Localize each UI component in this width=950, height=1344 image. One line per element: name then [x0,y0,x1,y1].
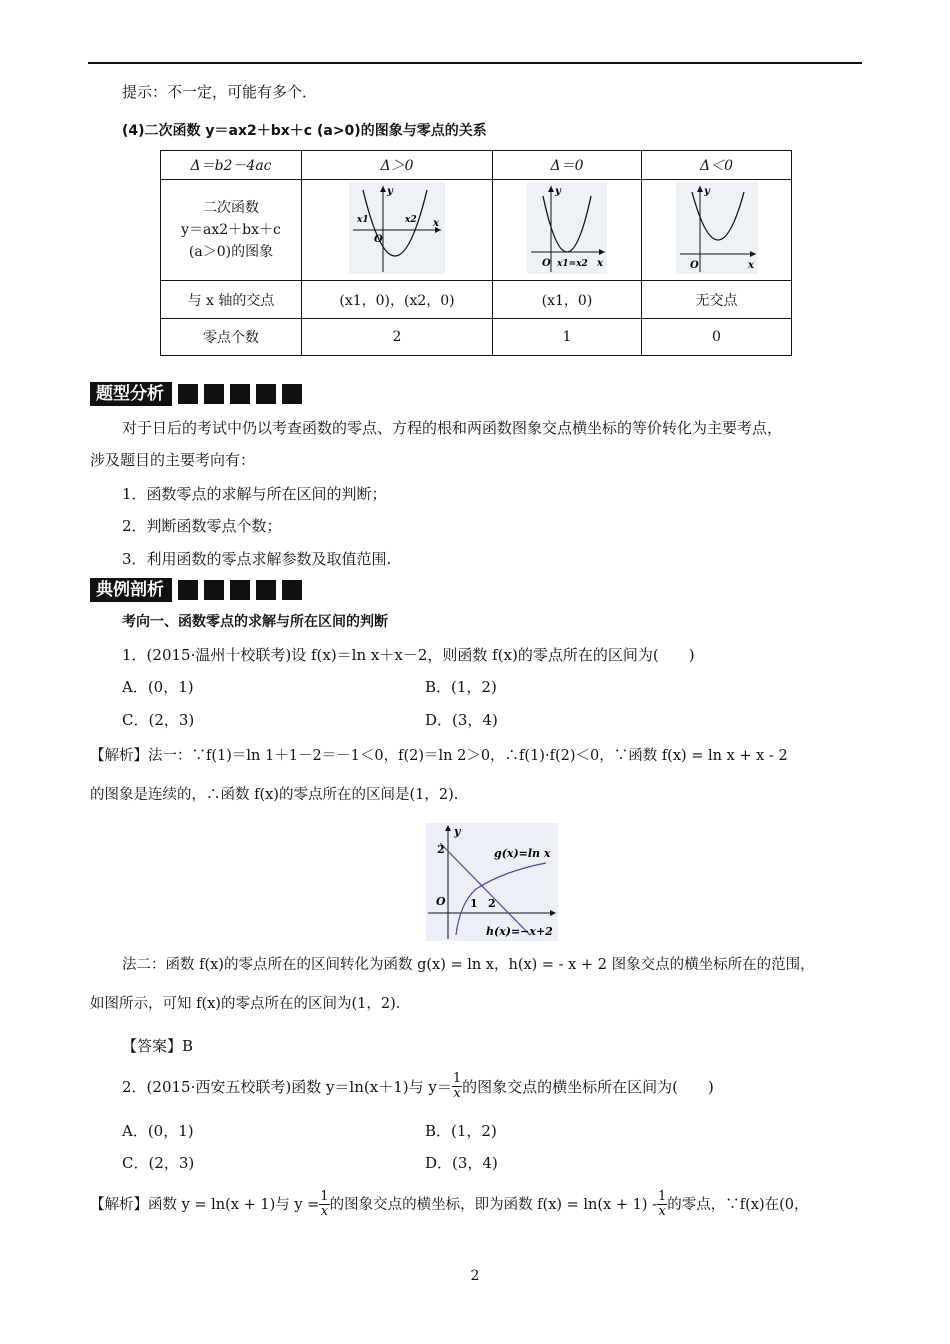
section4-title: (4)二次函数 y＝ax2＋bx＋c (a>0)的图象与零点的关系 [122,123,487,139]
q2-option-c: C．(2，3) [122,1154,195,1172]
q2-analysis-frac2 [657,1190,667,1219]
q1-method2-line1: 法二：函数 f(x)的零点所在的区间转化为函数 g(x) = ln x，h(x) = - x + 2 图象交点的横坐标所在的范围， [122,957,815,973]
graph-cell-two-roots [302,180,493,281]
graph3-y-label: y [703,186,710,197]
q2-fraction [452,1072,462,1101]
graph-label-line2: y＝ax2＋bx＋c [181,222,281,238]
q1-option-b: B．(1，2) [425,678,497,696]
header-negative: Δ＜0 [642,151,792,180]
graph-row-label [161,180,302,281]
q2-analysis [90,1190,809,1219]
q2-analysis-pre: 【解析】函数 y = ln(x + 1)与 y = [90,1196,320,1213]
q2-option-a: A．(0，1) [122,1122,194,1140]
intersect-label: 与 x 轴的交点 [161,281,302,319]
q1-graph-g-label: g(x)=ln x [494,847,551,860]
q1-option-a: A．(0，1) [122,678,194,696]
q2-analysis-frac1 [319,1190,329,1219]
graph-label-line1: 二次函数 [203,200,259,216]
q1-graph-origin: O [436,895,446,908]
q1-graph-h-label: h(x)=−x+2 [486,925,553,938]
graph3-origin: O [689,260,699,271]
graph-cell-one-root [493,180,642,281]
q2-option-b: B．(1，2) [425,1122,497,1140]
graph1-x-label: x [433,218,439,229]
graph2-origin: O [542,258,551,269]
q2-stem-pre: 2．(2015·西安五校联考)函数 y＝ln(x＋1)与 y＝ [122,1077,452,1096]
banner-question-analysis [90,382,302,406]
count-two: 2 [302,319,493,356]
point-3: 3．利用函数的零点求解参数及取值范围. [122,550,392,568]
q2-analysis-frac1-den: x [320,1204,329,1219]
q1-graph-x2: 2 [488,897,496,910]
q1-graph-x1: 1 [470,897,478,910]
analysis-text-line1: 对于日后的考试中仍以考查函数的零点、方程的根和两函数图象交点横坐标的等价转化为主要考点， [122,419,783,437]
q2-analysis-post: 的零点，∵f(x)在(0， [667,1196,809,1213]
banner2-label: 典例剖析 [90,578,172,602]
q1-answer: 【答案】B [122,1037,194,1055]
banner-example-analysis [90,578,302,602]
count-one: 1 [493,319,642,356]
q1-graph-y: y [454,825,461,838]
q1-function-graph [426,823,558,941]
q1-analysis-line2: 的图象是连续的，∴函数 f(x)的零点所在的区间是(1，2). [90,787,459,803]
direction1-title: 考向一、函数零点的求解与所在区间的判断 [122,614,388,630]
point-2: 2．判断函数零点个数； [122,517,282,535]
q1-option-c: C．(2，3) [122,711,195,729]
q2-frac-num: 1 [452,1071,462,1086]
q1-option-d: D．(3，4) [425,711,498,729]
count-label: 零点个数 [161,319,302,356]
parabola-one-root-graph [527,182,607,274]
hint-text: 提示：不一定，可能有多个． [122,83,318,101]
graph-label-line3: (a＞0)的图象 [188,244,274,260]
graph1-origin: O [374,234,383,245]
count-zero: 0 [642,319,792,356]
q2-frac-den: x [453,1086,461,1101]
banner1-label: 题型分析 [90,382,172,406]
intersect-none: 无交点 [642,281,792,319]
graph1-x2: x2 [405,215,417,225]
analysis-text-line2: 涉及题目的主要考向有： [90,451,256,469]
intersect-two: (x1，0)，(x2，0) [302,281,493,319]
header-positive: Δ＞0 [302,151,493,180]
graph2-x1eqx2: x1=x2 [557,259,588,269]
q2-analysis-mid: 的图象交点的横坐标，即为函数 f(x) = ln(x + 1) - [329,1196,657,1213]
graph-cell-no-root [642,180,792,281]
top-rule [88,62,862,64]
q2-stem [122,1072,714,1101]
quadratic-table [160,150,792,356]
q1-method2-line2: 如图所示，可知 f(x)的零点所在的区间为(1，2). [90,996,401,1012]
q2-analysis-frac2-den: x [658,1204,666,1219]
q1-stem: 1．(2015·温州十校联考)设 f(x)＝ln x＋x－2，则函数 f(x)的零点所在的区间为( ) [122,646,695,664]
header-zero: Δ＝0 [493,151,642,180]
page-number: 2 [470,1268,480,1284]
graph1-x1: x1 [357,215,369,225]
q2-stem-post: 的图象交点的横坐标所在区间为( ) [462,1077,714,1096]
graph2-x-label: x [597,258,603,269]
q2-option-d: D．(3，4) [425,1154,498,1172]
graph2-y-label: y [555,186,561,197]
q1-analysis-line1: 【解析】法一：∵f(1)＝ln 1＋1－2＝－1＜0，f(2)＝ln 2＞0，∴f(1)·f(2)＜0，∵函数 f(x) = ln x + x - 2 [90,748,788,764]
intersect-one: (x1，0) [493,281,642,319]
header-discriminant: Δ＝b2－4ac [161,151,302,180]
graph1-y-label: y [387,186,393,197]
graph3-x-label: x [747,260,754,271]
parabola-no-root-graph [676,182,758,274]
point-1: 1．函数零点的求解与所在区间的判断； [122,485,387,503]
q2-analysis-frac2-num: 1 [657,1189,667,1204]
parabola-two-roots-graph [349,182,445,274]
q1-graph-y2: 2 [437,843,445,856]
q2-analysis-frac1-num: 1 [320,1189,329,1204]
